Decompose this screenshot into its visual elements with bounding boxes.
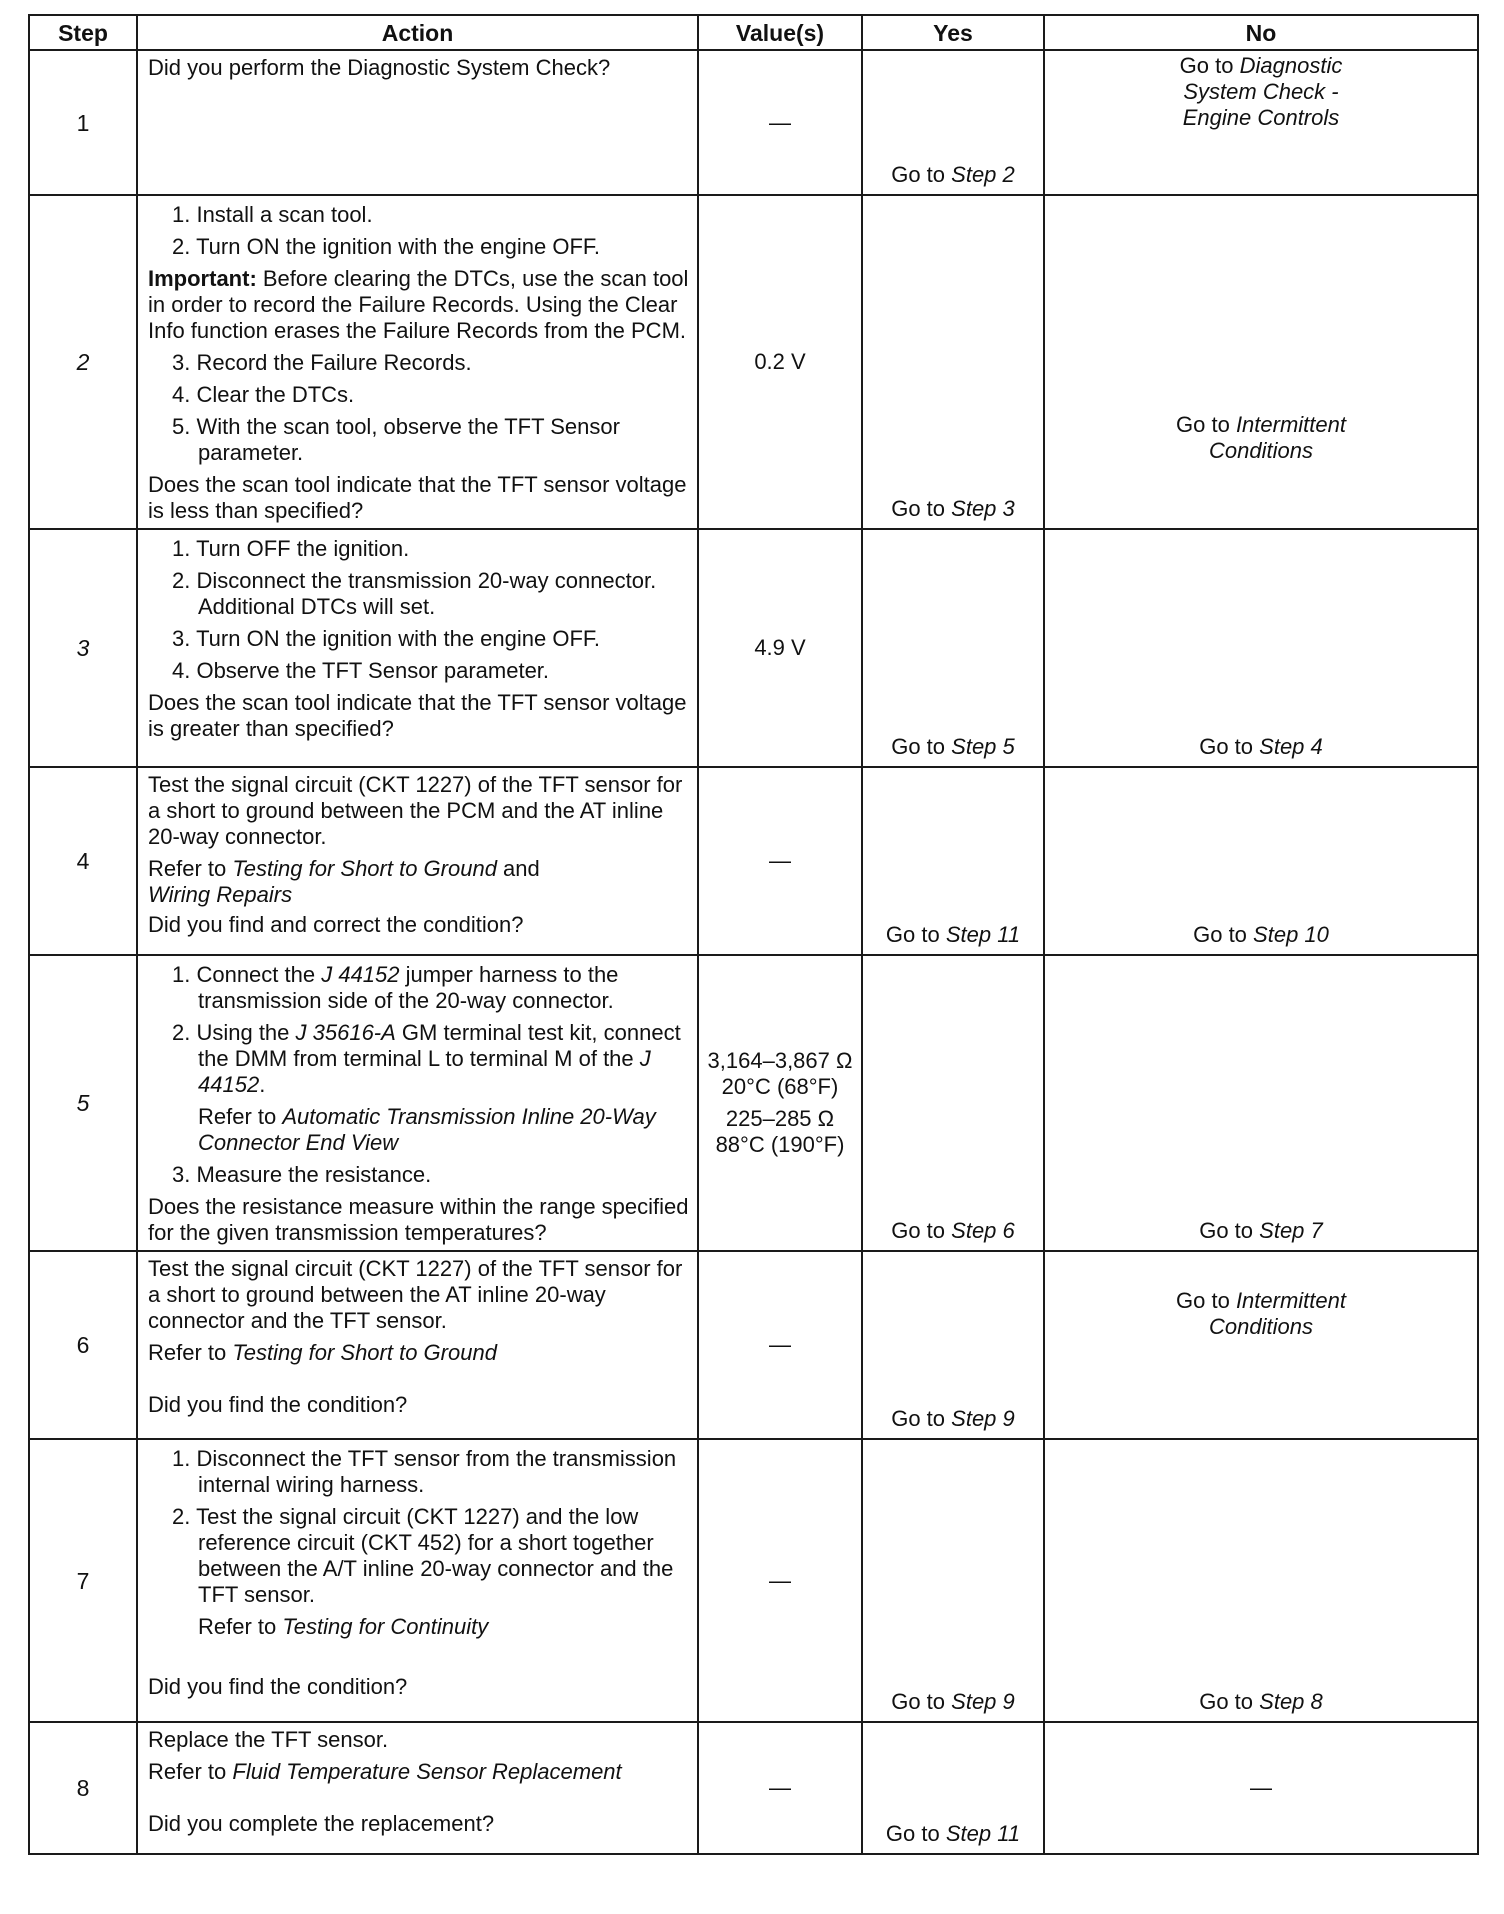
- no-cell: [1044, 195, 1478, 529]
- refer-text: Refer to Testing for Short to Ground and Wiring Repairs: [148, 856, 540, 907]
- no-cell: [1044, 529, 1478, 767]
- no-goto[interactable]: Go to Diagnostic System Check - Engine Controls: [1179, 53, 1343, 130]
- table-row: [29, 1722, 1478, 1854]
- no-goto[interactable]: Go to Step 8: [1199, 1689, 1323, 1714]
- action-question: Does the scan tool indicate that the TFT sensor voltage is greater than specified?: [148, 690, 687, 741]
- table-row: [29, 195, 1478, 529]
- value-range-1: 3,164–3,867 Ω 20°C (68°F): [707, 1048, 853, 1099]
- step-number: 5: [29, 955, 137, 1251]
- value-text: —: [769, 848, 791, 873]
- yes-goto[interactable]: Go to Step 2: [891, 162, 1015, 187]
- action-question: Does the scan tool indicate that the TFT sensor voltage is less than specified?: [148, 472, 687, 523]
- step-number: 8: [29, 1722, 137, 1854]
- header-step: Step: [29, 15, 137, 50]
- no-cell: [1044, 767, 1478, 955]
- action-question: Did you find and correct the condition?: [148, 912, 524, 937]
- yes-cell: [862, 955, 1044, 1251]
- step-number: 1: [29, 50, 137, 195]
- no-cell: [1044, 1722, 1478, 1854]
- value-text: 4.9 V: [754, 635, 806, 660]
- value-cell: [698, 1722, 862, 1854]
- diagnostic-table-page: [28, 14, 1477, 1855]
- action-cell: [137, 50, 698, 195]
- action-question: Did you find the condition?: [148, 1674, 408, 1699]
- action-question: Did you perform the Diagnostic System Check?: [148, 55, 611, 80]
- yes-goto[interactable]: Go to Step 11: [885, 922, 1021, 947]
- yes-cell: [862, 1722, 1044, 1854]
- no-goto[interactable]: Go to Intermittent Conditions: [1176, 1288, 1346, 1339]
- table-row: [29, 529, 1478, 767]
- value-cell: [698, 1251, 862, 1439]
- no-value: —: [1250, 1775, 1272, 1800]
- diagnostic-table: [28, 14, 1479, 1855]
- action-cell: [137, 195, 698, 529]
- step-number: 3: [29, 529, 137, 767]
- table-row: [29, 1251, 1478, 1439]
- table-row: [29, 1439, 1478, 1722]
- action-step: 2. Disconnect the transmission 20-way connector. Additional DTCs will set.: [172, 568, 657, 619]
- yes-cell: [862, 767, 1044, 955]
- yes-goto[interactable]: Go to Step 5: [891, 734, 1015, 759]
- header-action: Action: [137, 15, 698, 50]
- value-cell: [698, 955, 862, 1251]
- action-text: Replace the TFT sensor.: [148, 1727, 389, 1752]
- value-cell: [698, 195, 862, 529]
- value-cell: [698, 1439, 862, 1722]
- step-number: 7: [29, 1439, 137, 1722]
- no-cell: [1044, 1251, 1478, 1439]
- action-question: Did you complete the replacement?: [148, 1811, 495, 1836]
- action-cell: [137, 767, 698, 955]
- yes-goto[interactable]: Go to Step 6: [891, 1218, 1015, 1243]
- action-step: 3. Turn ON the ignition with the engine OFF.: [172, 626, 601, 651]
- no-goto[interactable]: Go to Intermittent Conditions: [1176, 412, 1346, 463]
- action-cell: [137, 955, 698, 1251]
- no-goto[interactable]: Go to Step 4: [1199, 734, 1323, 759]
- step-number: 2: [29, 195, 137, 529]
- value-cell: [698, 50, 862, 195]
- action-text: Test the signal circuit (CKT 1227) of the TFT sensor for a short to ground between the AT inline 20-way connector and the TFT sensor.: [148, 1256, 683, 1333]
- header-row: [29, 15, 1478, 50]
- header-values: Value(s): [698, 15, 862, 50]
- action-question: Did you find the condition?: [148, 1392, 408, 1417]
- value-text: 0.2 V: [754, 349, 806, 374]
- no-cell: [1044, 50, 1478, 195]
- yes-goto[interactable]: Go to Step 9: [891, 1406, 1015, 1431]
- action-text: Test the signal circuit (CKT 1227) of the TFT sensor for a short to ground between the PCM and the AT inline 20-way connector.: [148, 772, 683, 849]
- table-row: [29, 50, 1478, 195]
- no-cell: [1044, 1439, 1478, 1722]
- action-question: Does the resistance measure within the range specified for the given transmission temperatures?: [148, 1194, 689, 1245]
- value-cell: [698, 529, 862, 767]
- yes-cell: [862, 1439, 1044, 1722]
- yes-goto[interactable]: Go to Step 3: [891, 496, 1015, 521]
- action-cell: [137, 529, 698, 767]
- refer-text: Refer to Testing for Continuity: [198, 1614, 489, 1639]
- action-cell: [137, 1722, 698, 1854]
- action-step: 4. Clear the DTCs.: [172, 382, 355, 407]
- header-yes: Yes: [862, 15, 1044, 50]
- header-no: No: [1044, 15, 1478, 50]
- action-step: 5. With the scan tool, observe the TFT Sensor parameter.: [172, 414, 620, 465]
- step-number: 4: [29, 767, 137, 955]
- value-text: —: [769, 1567, 791, 1593]
- no-goto[interactable]: Go to Step 7: [1199, 1218, 1323, 1243]
- refer-text: Refer to Testing for Short to Ground: [148, 1340, 497, 1365]
- refer-text: Refer to Automatic Transmission Inline 20-Way Connector End View: [198, 1104, 656, 1155]
- action-step: 4. Observe the TFT Sensor parameter.: [172, 658, 550, 683]
- action-step: 1. Turn OFF the ignition.: [172, 536, 410, 561]
- action-step: 3. Record the Failure Records.: [172, 350, 472, 375]
- step-number: 6: [29, 1251, 137, 1439]
- action-step: 1. Install a scan tool.: [172, 202, 373, 227]
- yes-cell: [862, 50, 1044, 195]
- value-text: —: [769, 1775, 791, 1800]
- yes-cell: [862, 529, 1044, 767]
- value-text: —: [769, 1332, 791, 1357]
- action-step: 3. Measure the resistance.: [172, 1162, 432, 1187]
- action-step: 1. Disconnect the TFT sensor from the transmission internal wiring harness.: [172, 1446, 677, 1497]
- yes-goto[interactable]: Go to Step 11: [885, 1821, 1021, 1846]
- refer-text: Refer to Fluid Temperature Sensor Replacement: [148, 1759, 622, 1784]
- action-cell: [137, 1251, 698, 1439]
- yes-cell: [862, 1251, 1044, 1439]
- action-step: 2. Test the signal circuit (CKT 1227) and the low reference circuit (CKT 452) for a short together between the A/T inline 20-way connector and the TFT sensor.: [172, 1504, 674, 1607]
- no-goto[interactable]: Go to Step 10: [1193, 922, 1329, 947]
- yes-goto[interactable]: Go to Step 9: [891, 1689, 1015, 1714]
- action-step: 2. Using the J 35616-A GM terminal test kit, connect the DMM from terminal L to terminal M of the J 44152.: [172, 1020, 681, 1097]
- table-row: [29, 955, 1478, 1251]
- action-step: 1. Connect the J 44152 jumper harness to the transmission side of the 20-way connector.: [172, 962, 619, 1013]
- yes-cell: [862, 195, 1044, 529]
- important-note: Important: Before clearing the DTCs, use the scan tool in order to record the Failure Records. Using the Clear Info function erases the Failure Records from the PCM.: [148, 266, 689, 343]
- no-cell: [1044, 955, 1478, 1251]
- action-cell: [137, 1439, 698, 1722]
- value-text: —: [769, 109, 791, 135]
- action-step: 2. Turn ON the ignition with the engine OFF.: [172, 234, 601, 259]
- value-cell: [698, 767, 862, 955]
- value-range-2: 225–285 Ω 88°C (190°F): [715, 1106, 845, 1157]
- table-row: [29, 767, 1478, 955]
